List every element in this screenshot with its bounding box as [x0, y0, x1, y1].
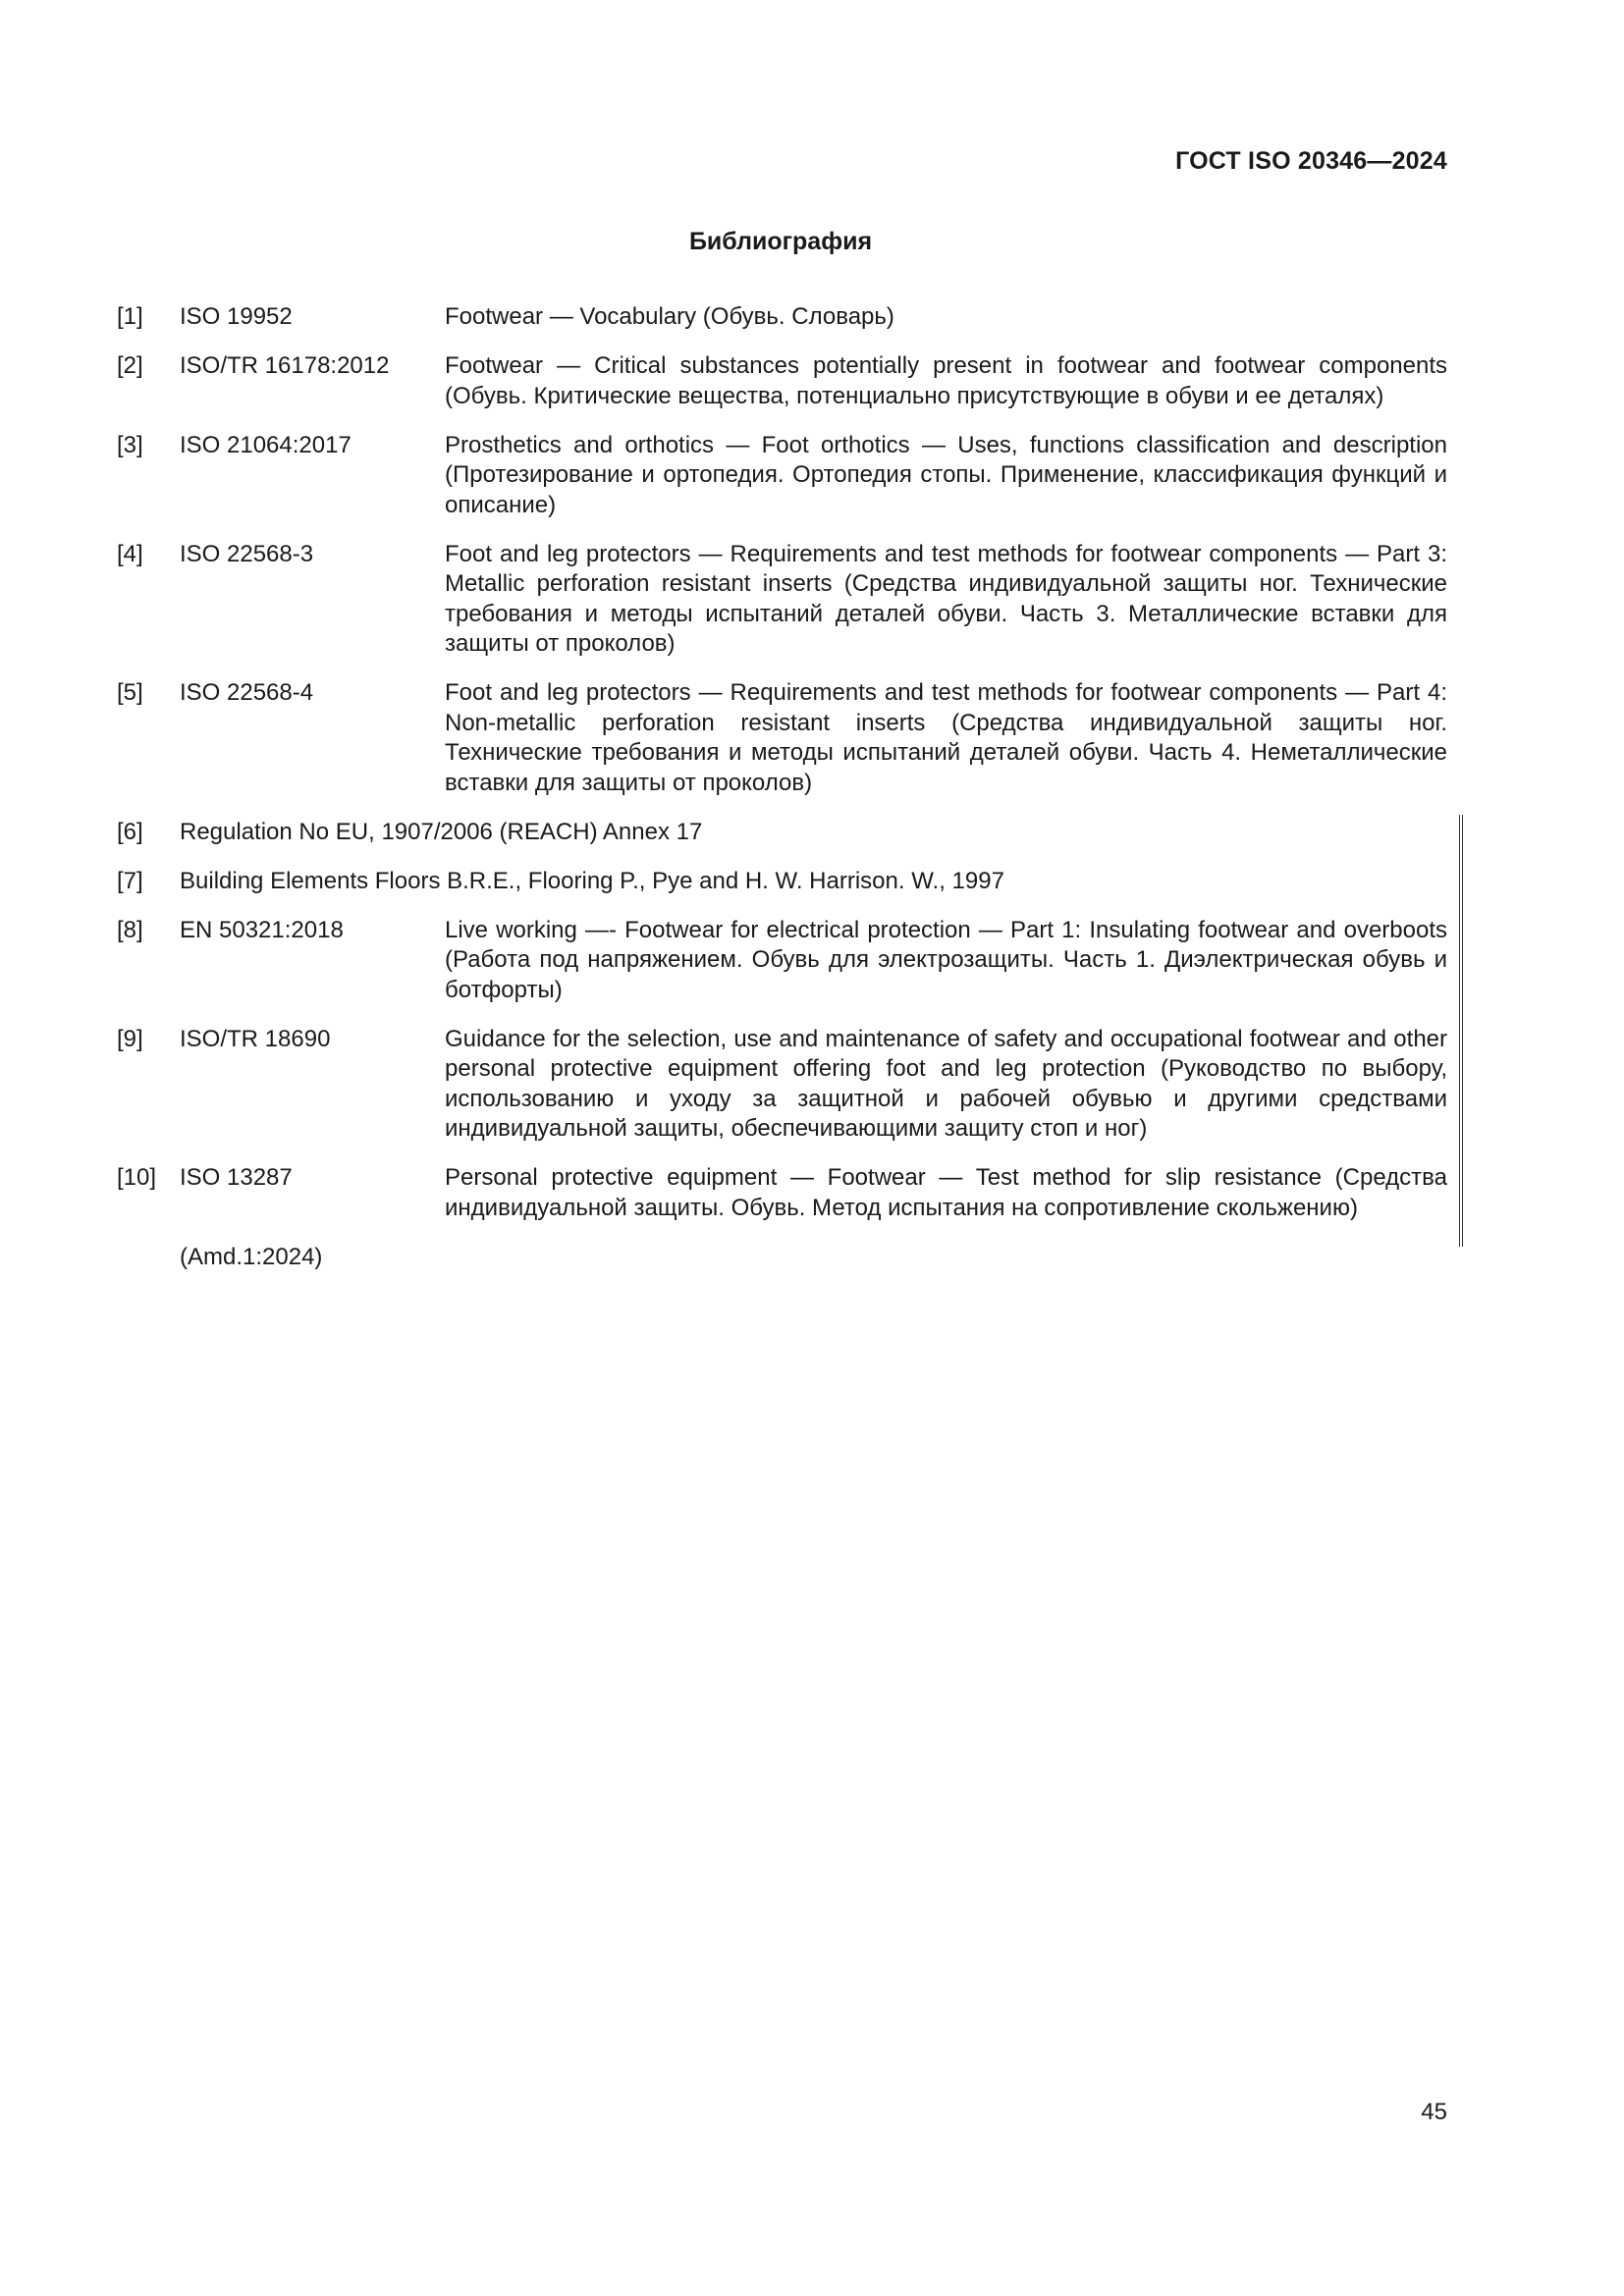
reference-code: EN 50321:2018 — [180, 916, 344, 943]
reference-number: [3] — [117, 431, 143, 458]
reference-description: Foot and leg protectors — Requirements and test methods for footwear components — Part 4: Non-metallic perforation resistant inserts (Средства индивидуальной защиты ног. Технические требования и методы испытаний деталей обуви. Часть 4. Неметаллические вставки для защиты от проколов) — [445, 679, 1447, 796]
page-number: 45 — [1421, 2099, 1447, 2125]
amendment-note: (Amd.1:2024) — [180, 1243, 323, 1270]
reference-code: ISO 21064:2017 — [180, 431, 352, 458]
reference-number: [10] — [117, 1164, 157, 1191]
reference-code: ISO 22568-3 — [180, 540, 314, 567]
reference-number: [1] — [117, 303, 143, 330]
bibliography-item — [117, 678, 1447, 798]
reference-number: [5] — [117, 679, 143, 706]
reference-number: [6] — [117, 818, 143, 845]
reference-number: [7] — [117, 867, 143, 894]
bibliography-item — [117, 351, 1447, 411]
reference-code: ISO 22568-4 — [180, 679, 314, 706]
amendment-change-bar — [1459, 815, 1463, 1247]
reference-description: Personal protective equipment — Footwear — Test method for slip resistance (Средства индивидуальной защиты. Обувь. Метод испытания на сопротивление скольжению) — [445, 1164, 1447, 1221]
reference-description: Live working —- Footwear for electrical protection — Part 1: Insulating footwear and overboots (Работа под напряжением. Обувь для электрозащиты. Часть 1. Диэлектрическая обувь и ботфорты) — [445, 916, 1447, 1003]
bibliography-item — [117, 867, 1447, 897]
reference-code: ISO/TR 18690 — [180, 1025, 331, 1052]
bibliography-item — [117, 1025, 1447, 1145]
bibliography-list — [117, 302, 1447, 1272]
page-title: Библиография — [688, 228, 873, 255]
reference-number: [2] — [117, 352, 143, 379]
bibliography-item — [117, 540, 1447, 660]
reference-description: Regulation No EU, 1907/2006 (REACH) Annex 17 — [180, 818, 703, 845]
reference-description: Footwear — Vocabulary (Обувь. Словарь) — [445, 303, 894, 330]
reference-description: Guidance for the selection, use and maintenance of safety and occupational footwear and other personal protective equipment offering foot and leg protection (Руководство по выбору, использованию и уходу за защитной и рабочей обувью и другими средствами индивидуальной защиты, обеспечивающими защиту стоп и ног) — [445, 1025, 1447, 1142]
reference-number: [8] — [117, 916, 143, 943]
bibliography-item — [117, 1163, 1447, 1223]
document-standard-header: ГОСТ ISO 20346—2024 — [1175, 147, 1447, 175]
reference-description: Prosthetics and orthotics — Foot orthotics — Uses, functions classification and description (Протезирование и ортопедия. Ортопедия стопы. Применение, классификация функций и описание) — [445, 431, 1447, 518]
reference-code: ISO/TR 16178:2012 — [180, 352, 390, 379]
bibliography-item — [117, 818, 1447, 848]
reference-description: Foot and leg protectors — Requirements and test methods for footwear components — Part 3: Metallic perforation resistant inserts (Средства индивидуальной защиты ног. Технические требования и методы испытаний деталей обуви. Часть 3. Металлические вставки для защиты от проколов) — [445, 540, 1447, 657]
reference-description: Footwear — Critical substances potentially present in footwear and footwear components (Обувь. Критические вещества, потенциально присутствующие в обуви и ее деталях) — [445, 352, 1447, 409]
reference-number: [4] — [117, 540, 143, 567]
bibliography-item — [117, 302, 1447, 333]
reference-number: [9] — [117, 1025, 143, 1052]
bibliography-item — [117, 916, 1447, 1006]
reference-code: ISO 19952 — [180, 303, 293, 330]
reference-code: ISO 13287 — [180, 1164, 293, 1191]
bibliography-item — [117, 431, 1447, 521]
reference-description: Building Elements Floors B.R.E., Flooring P., Pye and H. W. Harrison. W., 1997 — [180, 867, 1004, 894]
